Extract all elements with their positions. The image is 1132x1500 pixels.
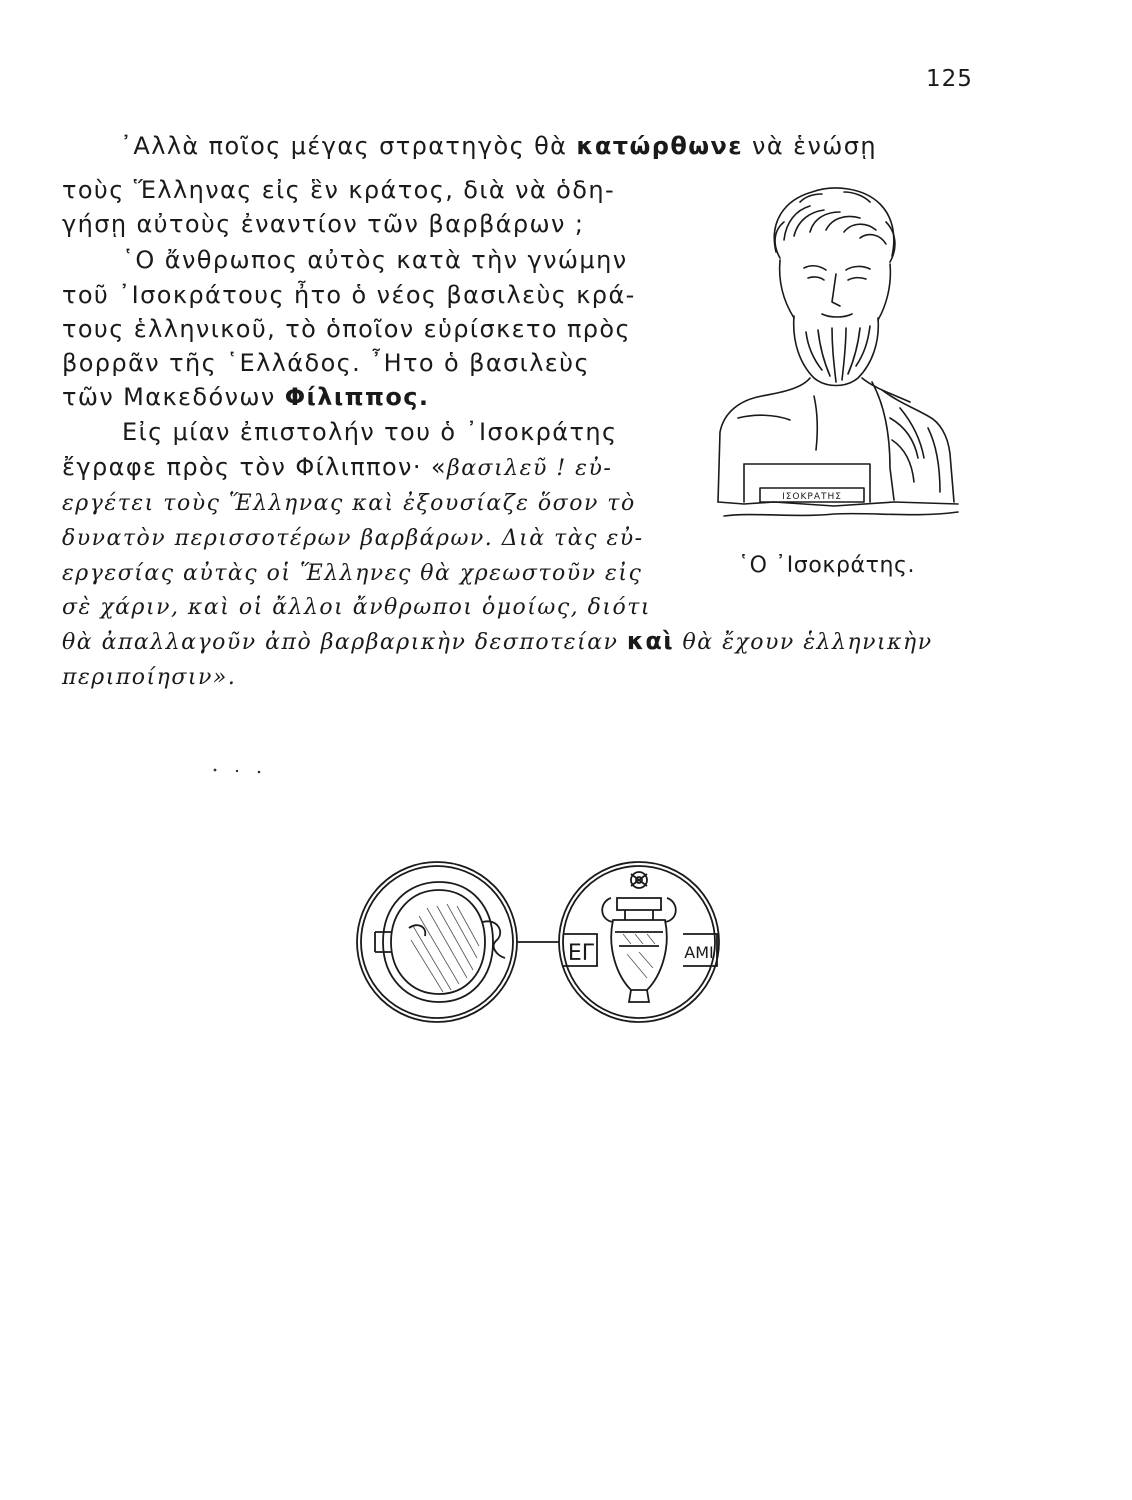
text-line: θὰ ἀπαλλαγοῦν ἀπὸ βαρβαρικὴν δεσποτείαν καὶ θὰ ἔχουν ἑλληνικὴν	[62, 627, 933, 655]
coin-legend-left: ΕΓ	[567, 941, 595, 966]
coins-illustration	[347, 858, 727, 1028]
text-line: εργεσίας αὐτὰς οἱ Ἕλληνες θὰ χρεωστοῦν εἰς	[62, 561, 643, 586]
text-line: περιποίησιν».	[62, 665, 237, 690]
page-number: 125	[926, 66, 973, 92]
text-line: τους ἑλληνικοῦ, τὸ ὁποῖον εὑρίσκετο πρὸς	[62, 315, 631, 343]
text-line: τῶν Μακεδόνων Φίλιππος.	[62, 383, 430, 411]
figure-caption: ῾Ο ᾿Ισοκράτης.	[738, 553, 916, 578]
text-line: τοὺς Ἕλληνας εἰς ἓν κράτος, διὰ νὰ ὁδη-	[62, 176, 615, 204]
text-line: τοῦ ᾿Ισοκράτους ἦτο ὁ νέος βασιλεὺς κρά-	[62, 281, 636, 309]
bust-inscription: ΙΣΟΚΡΑΤΗΣ	[782, 492, 842, 502]
text-line: ἔγραφε πρὸς τὸν Φίλιππον· «βασιλεῦ ! εὐ-	[62, 453, 613, 481]
isocrates-bust-illustration	[714, 182, 964, 522]
text-line: ῾Ο ἄνθρωπος αὐτὸς κατὰ τὴν γνώμην	[122, 246, 628, 274]
coin-legend-right: ΑΜΙ	[684, 943, 714, 962]
text-line: εργέτει τοὺς Ἕλληνας καὶ ἐξουσίαζε ὅσον τὸ	[62, 491, 636, 516]
text-line: ᾿Αλλὰ ποῖος μέγας στρατηγὸς θὰ κατώρθωνε νὰ ἑνώσῃ	[120, 132, 877, 160]
text-line: Εἰς μίαν ἐπιστολήν του ὁ ᾿Ισοκράτης	[122, 418, 618, 446]
text-line: γήσῃ αὐτοὺς ἐναντίον τῶν βαρβάρων ;	[62, 210, 585, 238]
print-specks	[205, 760, 275, 780]
text-line: βορρᾶν τῆς ῾Ελλάδος. ῏Ητο ὁ βασιλεὺς	[62, 349, 590, 377]
text-line: σὲ χάριν, καὶ οἱ ἄλλοι ἄνθρωποι ὁμοίως, διότι	[62, 595, 652, 620]
text-line: δυνατὸν περισσοτέρων βαρβάρων. Διὰ τὰς εὐ-	[62, 526, 644, 551]
